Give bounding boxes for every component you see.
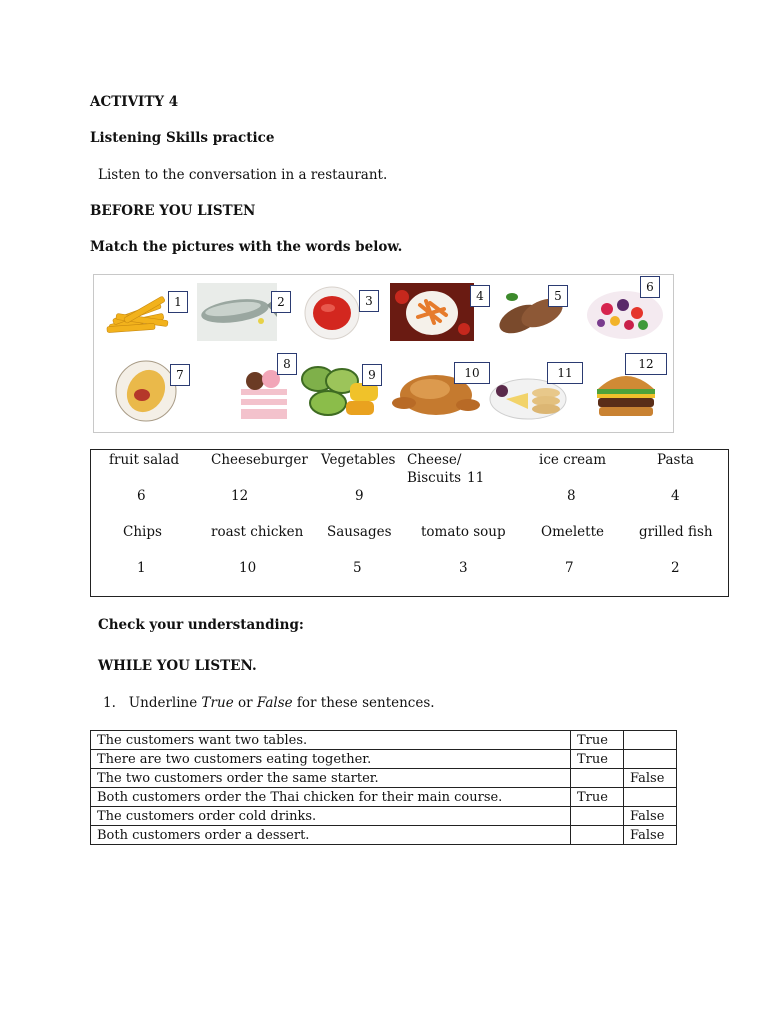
table-row — [91, 788, 677, 807]
word-label: fruit salad — [109, 452, 180, 468]
word-number: 12 — [231, 488, 249, 504]
true-cell: True — [571, 731, 624, 750]
task-post: for these sentences. — [292, 695, 435, 711]
picture-number-box: 7 — [170, 364, 190, 386]
word-label: ice cream — [539, 452, 607, 468]
word-number: 4 — [671, 488, 680, 504]
word-label: tomato soup — [421, 524, 506, 540]
table-row — [91, 807, 677, 826]
task-or: or — [233, 695, 257, 711]
word-number: 2 — [671, 560, 680, 576]
word-number: 11 — [467, 470, 485, 486]
sentence-cell: The customers want two tables. — [91, 731, 571, 750]
pasta-picture — [390, 283, 474, 341]
word-label: Cheese/ — [407, 452, 462, 468]
check-heading: Check your understanding: — [98, 617, 304, 633]
word-label: Vegetables — [321, 452, 396, 468]
word-number: 7 — [565, 560, 574, 576]
table-row — [91, 769, 677, 788]
word-number: 8 — [567, 488, 576, 504]
picture-number-box: 2 — [271, 291, 291, 313]
word-label: Chips — [123, 524, 162, 540]
word-label: roast chicken — [211, 524, 304, 540]
false-cell: False — [624, 807, 677, 826]
before-heading: BEFORE YOU LISTEN — [90, 203, 256, 219]
word-label: Cheeseburger — [211, 452, 308, 468]
grilled-fish-picture — [197, 283, 277, 341]
intro-text: Listen to the conversation in a restaurant. — [98, 167, 388, 183]
while-heading: WHILE YOU LISTEN. — [98, 658, 257, 674]
sentence-cell: The two customers order the same starter. — [91, 769, 571, 788]
task-1-instruction — [103, 695, 435, 711]
activity-title: ACTIVITY 4 — [90, 94, 179, 110]
section-title: Listening Skills practice — [90, 130, 275, 146]
word-number: 10 — [239, 560, 257, 576]
picture-number-box: 10 — [454, 362, 490, 384]
sentence-cell: Both customers order the Thai chicken for their main course. — [91, 788, 571, 807]
true-cell: True — [571, 788, 624, 807]
word-number: 5 — [353, 560, 362, 576]
false-cell — [624, 750, 677, 769]
sentence-cell: The customers order cold drinks. — [91, 807, 571, 826]
word-number: 9 — [355, 488, 364, 504]
sentence-cell: There are two customers eating together. — [91, 750, 571, 769]
true-cell — [571, 769, 624, 788]
picture-number-box: 3 — [359, 290, 379, 312]
false-cell: False — [624, 826, 677, 845]
word-number: 1 — [137, 560, 146, 576]
true-cell: True — [571, 750, 624, 769]
picture-number-box: 6 — [640, 276, 660, 298]
word-label: Biscuits — [407, 470, 462, 486]
word-label: Pasta — [657, 452, 694, 468]
match-instruction: Match the pictures with the words below. — [90, 239, 403, 255]
picture-number-box: 11 — [547, 362, 583, 384]
task-pre: Underline — [128, 695, 202, 711]
false-cell — [624, 788, 677, 807]
word-label: Sausages — [327, 524, 392, 540]
omelette-picture — [114, 359, 178, 423]
tomato-soup-picture — [304, 283, 360, 341]
table-row — [91, 731, 677, 750]
true-cell — [571, 826, 624, 845]
word-label: Omelette — [541, 524, 605, 540]
picture-number-box: 8 — [277, 353, 297, 375]
picture-number-box: 9 — [362, 364, 382, 386]
chips-picture — [104, 289, 174, 339]
true-word: True — [201, 695, 234, 711]
picture-number-box: 5 — [548, 285, 568, 307]
sentence-cell: Both customers order a dessert. — [91, 826, 571, 845]
table-row — [91, 826, 677, 845]
task-number: 1. — [103, 695, 116, 711]
table-row — [91, 750, 677, 769]
picture-number-box: 12 — [625, 353, 667, 375]
false-word: False — [256, 695, 293, 711]
word-label: grilled fish — [639, 524, 713, 540]
false-cell — [624, 731, 677, 750]
true-cell — [571, 807, 624, 826]
picture-number-box: 1 — [168, 291, 188, 313]
false-cell: False — [624, 769, 677, 788]
word-number: 6 — [137, 488, 146, 504]
picture-number-box: 4 — [470, 285, 490, 307]
true-false-table — [90, 730, 677, 845]
word-match-box — [90, 449, 729, 597]
word-number: 3 — [459, 560, 468, 576]
